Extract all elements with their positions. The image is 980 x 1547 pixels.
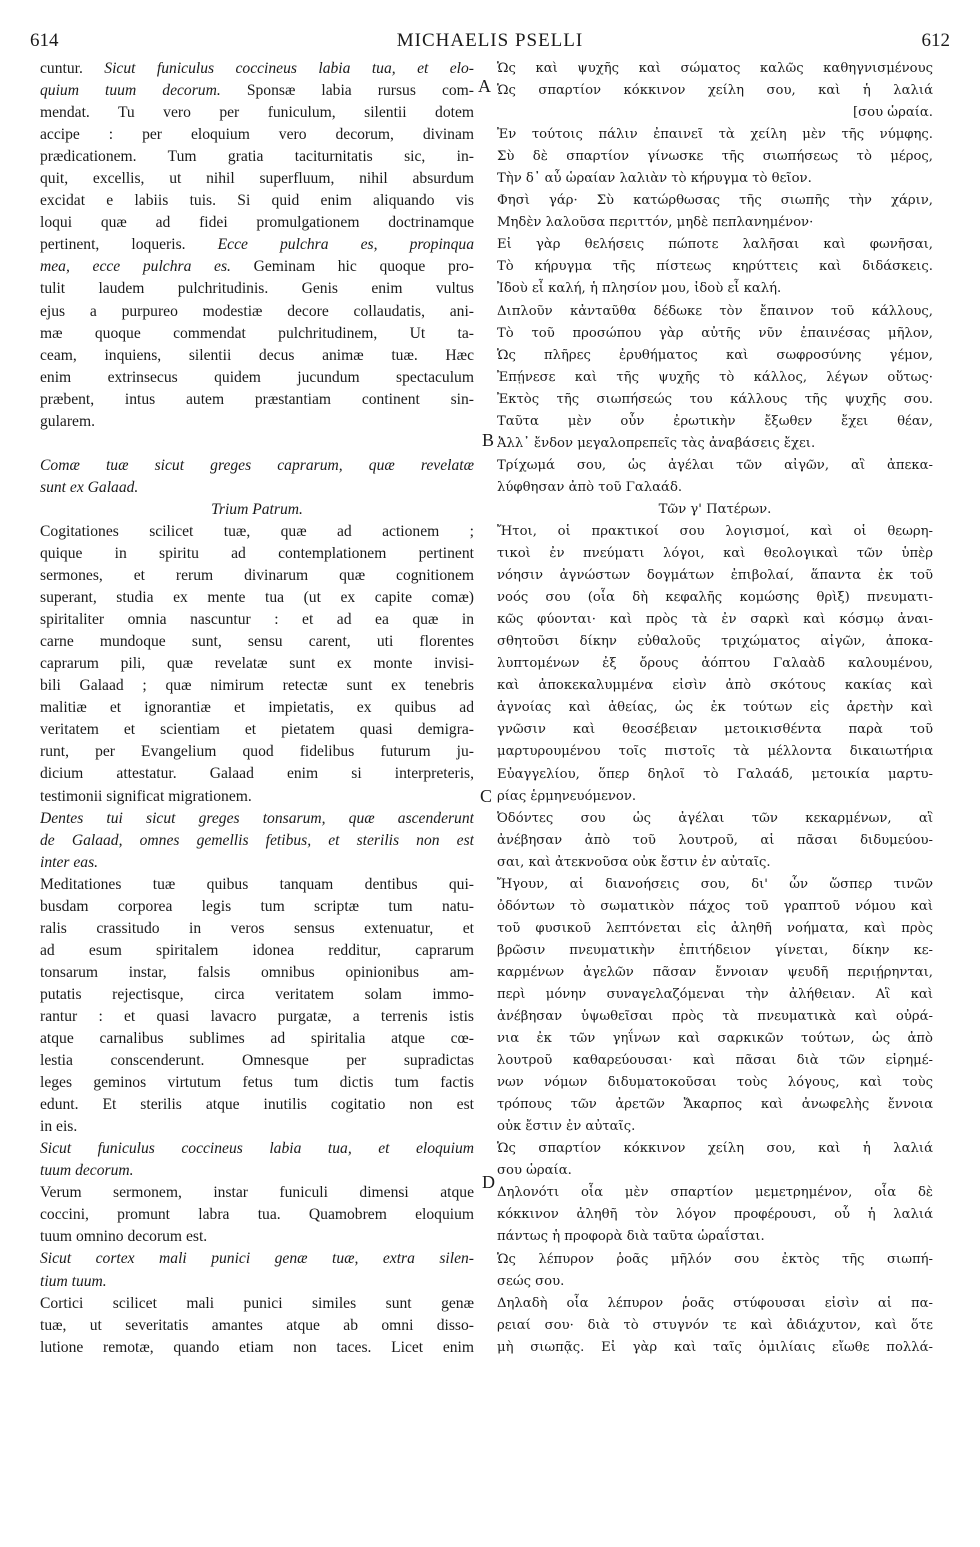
latin-text: quit, excellis, ut nihil superfluum, nihil absurdum [40,170,474,188]
greek-text: Ἰδοὺ εἶ καλή, ἡ πλησίον μου, ἰδοὺ εἶ καλή. [497,281,782,297]
latin-gap [40,433,474,455]
greek-text: νια ἐκ τῶν γηΐνων καὶ σαρκικῶν τούτων, ὡς ἀπὸ [497,1031,933,1047]
greek-text: Τὸ κήρυγμα τῆς πίστεως κηρύττεις καὶ διδάσκεις. [497,259,933,275]
greek-line [497,455,933,477]
latin-text: lutione remotæ, quando etiam non taces. Licet enim [40,1338,474,1356]
greek-text: καὶ ἀποκεκαλυμμένα εἰσὶν ἀπὸ σκότους κακίας καὶ [497,678,933,694]
latin-text: ejus a purpureo modestiæ decore collaudatis, ani- [40,302,474,320]
greek-text: ὀδόντων τὸ σωματικὸν πάχος τοῦ γραπτοῦ νόμου καὶ [497,898,933,914]
latin-text: testimonii significat migrationem. [40,787,252,805]
latin-text: quique in spiritu ad contemplationem pertinent [40,544,474,562]
greek-line [497,1204,933,1226]
latin-italic-text: Sicut funiculus coccineus labia tua, et elo- [104,60,474,77]
greek-line [497,433,933,455]
greek-line [497,499,933,521]
latin-line [40,1315,474,1337]
latin-text: Cogitationes scilicet tuæ, quæ ad actionem ; [40,522,474,540]
latin-line [40,124,474,146]
latin-line [40,741,474,763]
latin-italic-text: de Galaad, omnes gemellis fetibus, et sterilis non est [40,831,474,849]
greek-text: σου ὡραία. [497,1163,572,1179]
greek-line [497,301,933,323]
latin-italic-text: Ecce pulchra es, propinqua [217,236,474,254]
latin-line [40,102,474,124]
latin-text: bili Galaad ; quæ nimirum retectæ sunt ex tenebris [40,677,474,695]
section-marker-b: B [482,430,495,450]
latin-text: dicium attestatur. Galaad enim si interpreteris, [40,765,474,783]
latin-text: tulit laudem pulchritudinis. Genis enim vultus [40,280,474,298]
latin-italic-text: Sicut cortex mali punici genæ tuæ, extra silen- [40,1250,474,1268]
greek-column [497,58,933,1359]
greek-text: λύφθησαν ἀπὸ τοῦ Γαλαάδ. [497,479,683,495]
greek-text: κῶς φύονται· καὶ πρὸς τὰ ἐν σαρκὶ καὶ κόσμῳ ἀναι- [497,612,933,628]
latin-line [40,499,474,521]
latin-text: ralis crassitudo in veros sensus extenuatur, et [40,919,474,937]
latin-text: putatis rejectisque, circa veritatem solam immo- [40,985,474,1003]
latin-text: busdam corporea legis tum scriptæ tum natu- [40,897,474,915]
latin-line [40,1204,474,1226]
greek-line [497,830,933,852]
greek-text: Ἐν τούτοις πάλιν ἐπαινεῖ τὰ χείλη μὲν τῆς νύμφης. [497,127,933,143]
latin-line [40,1116,474,1138]
latin-line [40,565,474,587]
greek-line [497,940,933,962]
latin-line [40,940,474,962]
greek-line [497,1315,933,1337]
latin-line [40,918,474,940]
latin-line [40,301,474,323]
latin-line [40,631,474,653]
greek-text: Ἐπῄνεσε καὶ τῆς ψυχῆς τὸ κάλλος, λέγων οὕτως· [497,369,933,385]
greek-line [497,631,933,653]
greek-line [497,896,933,918]
greek-line [497,212,933,234]
latin-italic-text: Trium Patrum. [211,500,303,518]
latin-line [40,212,474,234]
latin-italic-text: Dentes tui sicut greges tonsarum, quæ ascenderunt [40,809,474,827]
latin-text: atque carnalibus sublimes ad spiritalia atque cœ- [40,1030,474,1048]
latin-text: caprarum pili, quæ revelatæ sunt ex monte invisi- [40,655,474,673]
latin-text: tonsarum instar, falsis omnibus opinionibus am- [40,963,474,981]
latin-text: enim extrinsecus quidem jucundum spectaculum [40,368,474,386]
greek-text: Διπλοῦν κἀνταῦθα δέδωκε τὸν ἔπαινον τοῦ κάλλους, [497,303,933,319]
greek-text: μαρτυρουμένου τοῖς πιστοῖς τὰ μέλλοντα δικαιωτήρια [497,744,933,760]
latin-line [40,543,474,565]
greek-text: γνῶσιν καὶ θεοσέβειαν μετοικισθέντα παρὰ τοῦ [497,722,933,738]
latin-text: tuum omnino decorum est. [40,1228,208,1246]
latin-line [40,1050,474,1072]
latin-text: prædicationem. Tum gratia taciturnitatis sic, in- [40,148,474,166]
greek-line [497,741,933,763]
greek-line [497,609,933,631]
section-marker-a: A [478,76,491,96]
latin-line [40,786,474,808]
latin-text: coccini, promunt labra tua. Quamobrem eloquium [40,1206,474,1224]
greek-text: Εἰ γὰρ θελήσεις πώποτε λαλῆσαι καὶ φωνῆσαι, [497,237,933,253]
latin-text: mæ quoque commendat pulchritudinem, Ut ta- [40,324,474,342]
greek-text: Ἤγουν, αἱ διανοήσεις σου, δι' ὧν ὥσπερ τινῶν [497,876,933,892]
greek-line [497,918,933,940]
latin-line [40,256,474,278]
latin-line [40,1072,474,1094]
latin-text: præbent, intus autem præstantiam continent sin- [40,390,474,408]
latin-text: pertinent, loqueris. [40,236,218,254]
latin-column [40,58,474,1359]
greek-line [497,389,933,411]
greek-text: βρῶσιν πνευματικὴν ἐπιτήδειον γίνεται, δίκην κε- [497,942,933,958]
greek-text: Δηλονότι οἷα μὲν σπαρτίον μεμετρημένον, οἷα δὲ [497,1185,933,1201]
page-header [30,30,950,56]
latin-text: mendat. Tu vero per funiculum, silentii dotem [40,104,474,122]
greek-text: ἀνέβησαν ὑψωθεῖσαι πρὸς τὰ πνευματικὰ καὶ οὐρά- [497,1009,933,1025]
greek-text: Ὡς καὶ ψυχῆς καὶ σώματος καλῶς καθηγνισμένους [497,61,933,76]
latin-line [40,675,474,697]
latin-line [40,278,474,300]
greek-line [497,764,933,786]
latin-text: malitiæ et ignorantiæ et impietatis, ex quibus ad [40,699,474,717]
greek-line [497,278,933,300]
greek-line [497,124,933,146]
latin-line [40,852,474,874]
latin-text: cuntur. [40,60,105,77]
latin-line [40,1006,474,1028]
latin-line [40,763,474,785]
latin-text: loqui quæ ad fidei promulgationem doctrinamque [40,214,474,232]
greek-line [497,808,933,830]
latin-italic-text: tuum decorum. [40,1162,134,1180]
greek-text: Ὀδόντες σου ὡς ἀγέλαι τῶν κεκαρμένων, αἳ [497,810,933,826]
latin-line [40,697,474,719]
greek-text: [σου ὡραία. [853,105,933,121]
greek-text: πάντως ἡ προφορὰ διὰ ταῦτα ὡραΐσται. [497,1229,765,1245]
latin-line [40,80,474,102]
greek-text: σαι, καὶ ἀτεκνοῦσα οὐκ ἔστιν ἐν αὐταῖς. [497,854,771,870]
latin-line [40,830,474,852]
greek-text: Σὺ δὲ σπαρτίον γίνωσκε τῆς σιωπήσεως τὸ μέρος, [497,149,933,165]
latin-text: spiritaliter omnia nascuntur : et ad ea quæ in [40,611,474,629]
latin-line [40,367,474,389]
latin-text: Cortici scilicet mali punici similes sunt genæ [40,1294,474,1312]
greek-line [497,719,933,741]
latin-italic-text: sunt ex Galaad. [40,478,139,496]
latin-line [40,323,474,345]
latin-text: leges geminos virtutum fetus tum dictis tum factis [40,1074,474,1092]
greek-text: Δηλαδὴ οἷα λέπυρον ῥοᾶς στύφουσαι εἰσὶν αἱ πα- [497,1295,933,1311]
latin-text: edunt. Et sterilis atque inutilis cogitatio non est [40,1096,474,1114]
greek-line [497,852,933,874]
latin-line [40,1248,474,1270]
greek-text: Τῶν γ' Πατέρων. [658,501,772,517]
greek-line [497,168,933,190]
latin-italic-text: inter eas. [40,853,99,871]
latin-text: rantur : et quasi lavacro purgatæ, a terrenis istis [40,1007,474,1025]
greek-line [497,1028,933,1050]
greek-text: καρμένων ἀγελῶν πᾶσαν ἔννοιαν ψευδῆ περιῄρηνται, [497,964,933,980]
greek-text: Ἀλλ᾽ ἔνδον μεγαλοπρεπεῖς τὰς ἀναβάσεις ἔχει. [497,435,816,451]
greek-line [497,1116,933,1138]
greek-text: λουτροῦ καθαρεύουσαι· καὶ πᾶσαι διὰ τῶν εἰρημέ- [497,1053,933,1069]
greek-line [497,1072,933,1094]
greek-line [497,58,933,80]
page-number-right: 612 [921,30,950,51]
greek-line [497,1226,933,1248]
latin-text: veritatem et scientiam et pietatem quasi demigra- [40,721,474,739]
latin-italic-text: Comæ tuæ sicut greges caprarum, quæ revelatæ [40,456,474,474]
greek-line [497,1006,933,1028]
greek-text: τρόπους τῶν ἀρετῶν Ἄκαρπος καὶ ἀνωφελὴς ἔννοια [497,1097,933,1113]
latin-line [40,984,474,1006]
greek-text: Ταῦτα μὲν οὖν ἐρωτικὴν ἔξωθεν ἔχει θέαν, [497,413,933,429]
latin-line [40,455,474,477]
greek-text: σθητοῦσι δίκην εὐθαλοῦς τριχώματος αἰγῶν, ἀποκα- [497,634,933,650]
greek-text: ρειαί σου· διὰ τὸ στυγνόν τε καὶ ἀδιάχυτον, καὶ ὅτε [497,1317,933,1333]
greek-line [497,345,933,367]
latin-line [40,1293,474,1315]
latin-line [40,719,474,741]
greek-text: τικοὶ ἐν πνεύματι λόγοι, καὶ θεολογικαὶ τῶν ὑπὲρ [497,546,933,562]
latin-italic-text: mea, ecce pulchra es. [40,258,231,276]
latin-line [40,1182,474,1204]
latin-line [40,477,474,499]
latin-text: carne mundoque sunt, sensu carent, uti florentes [40,633,474,651]
greek-text: ἀγνοίας καὶ ἀθείας, ὡς ἐκ τούτων εἰς ἀρετὴν καὶ [497,700,933,716]
latin-text: runt, per Evangelium quod fidelibus futurum ju- [40,743,474,761]
greek-line [497,675,933,697]
latin-line [40,234,474,256]
greek-text: νοός σου (οἷα δὴ κεφαλῆς κομώσης θρὶξ) πνευματι- [497,590,933,606]
greek-text: Φησὶ γάρ· Σὺ κατώρθωσας τῆς σιωπῆς τὴν χάριν, [497,193,933,209]
latin-text: sermones, et rerum divinarum quæ cognitionem [40,567,474,585]
greek-text: οὐκ ἔστιν ἐν αὐταῖς. [497,1119,636,1135]
greek-text: Ἐκτὸς τῆς σιωπήσεώς του κάλλους τῆς ψυχῆς σου. [497,391,933,407]
greek-text: λυπτομένων ἐξ ὄρους ἀόπτου Γαλαὰδ καλουμένου, [497,656,933,672]
greek-line [497,256,933,278]
greek-line [497,543,933,565]
greek-text: σεώς σου. [497,1273,565,1289]
greek-line [497,411,933,433]
latin-line [40,962,474,984]
latin-line [40,411,474,433]
greek-line [497,102,933,124]
latin-line [40,1337,474,1359]
greek-line [497,367,933,389]
latin-line [40,609,474,631]
greek-line [497,697,933,719]
latin-line [40,190,474,212]
greek-text: Τρίχωμά σου, ὡς ἀγέλαι τῶν αἰγῶν, αἳ ἀπεκα- [497,457,933,473]
greek-text: νων νόμων διδυματοκοῦσαι τοὺς λόγους, καὶ τοὺς [497,1075,933,1091]
greek-line [497,1337,933,1359]
greek-line [497,477,933,499]
greek-line [497,565,933,587]
latin-line [40,146,474,168]
latin-text: Geminam hic quoque pro- [230,258,474,276]
latin-text: Meditationes tuæ quibus tanquam dentibus qui- [40,875,474,893]
greek-line [497,1050,933,1072]
latin-text: in eis. [40,1118,78,1136]
latin-line [40,1226,474,1248]
latin-line [40,1271,474,1293]
latin-line [40,58,474,80]
greek-line [497,1271,933,1293]
greek-text: Ὡς σπαρτίον κόκκινον χείλη σου, καὶ ἡ λαλιά [497,1141,933,1157]
greek-line [497,786,933,808]
latin-text: excidat e labiis tuis. Si quid enim aliquando vis [40,192,474,210]
latin-line [40,1160,474,1182]
greek-line [497,323,933,345]
greek-text: μὴ σιωπᾷς. Εἰ γὰρ καὶ ταῖς ὁμιλίαις εἴωθε πολλά- [497,1339,933,1355]
greek-line [497,1293,933,1315]
greek-text: νόησιν ἀγνώστων δογμάτων ἐπιβολαί, ἅπαντα ἐκ τοῦ [497,568,933,584]
greek-line [497,1249,933,1271]
greek-line [497,234,933,256]
latin-line [40,1028,474,1050]
greek-text: τοῦ φυσικοῦ λεπτόνεται εἰς ἀληθῆ νοήματα, καὶ πρὸς [497,920,933,936]
latin-text: ad esum spiritalem idonea redditur, caprarum [40,941,474,959]
greek-line [497,653,933,675]
greek-line [497,80,933,102]
latin-line [40,1138,474,1160]
latin-italic-text: tium tuum. [40,1272,107,1290]
greek-text: Ὡς λέπυρον ῥοᾶς μῆλόν σου ἐκτὸς τῆς σιωπή- [497,1251,933,1267]
greek-text: κόκκινον ἀληθῆ τὸν λόγον προφέρουσι, οὗ ἡ λαλιά [497,1207,933,1223]
greek-line [497,984,933,1006]
greek-text: Εὐαγγελίου, ὅπερ δηλοῖ τὸ Γαλαάδ, μετοικία μαρτυ- [497,766,933,782]
latin-text: superant, studia ex mente tua (ut ex capite comæ) [40,589,474,607]
greek-text: ἀνέβησαν ἀπὸ τοῦ λουτροῦ, αἱ πᾶσαι διδυμεύου- [497,832,933,848]
latin-italic-text: Sicut funiculus coccineus labia tua, et eloquium [40,1140,474,1158]
greek-line [497,146,933,168]
greek-line [497,874,933,896]
greek-line [497,587,933,609]
section-marker-d: D [482,1172,495,1192]
latin-text: tuæ, ut severitatis amantes atque ab omni disso- [40,1316,474,1334]
latin-text: accipe : per eloquium vero decorum, divinam [40,126,474,144]
greek-line [497,521,933,543]
latin-line [40,896,474,918]
latin-line [40,587,474,609]
greek-text: Μηδὲν λαλοῦσα περιττόν, μηδὲ πεπλανημένον· [497,215,814,231]
latin-text: gularem. [40,412,95,430]
greek-text: Ἤτοι, οἱ πρακτικοί σου λογισμοί, καὶ οἱ θεωρη- [497,523,933,539]
latin-line [40,808,474,830]
greek-line [497,1182,933,1204]
greek-text: περὶ μόνην συναγελαζόμεναι τὴν ἀλήθειαν. Αἳ καὶ [497,986,933,1002]
page-number-left: 614 [30,30,59,51]
greek-text: Τὸ τοῦ προσώπου γὰρ αὐτῆς νῦν ἐπαινέσας μῆλον, [497,325,933,341]
running-title: MICHAELIS PSELLI [396,30,584,51]
greek-line [497,1160,933,1182]
latin-line [40,389,474,411]
greek-line [497,1138,933,1160]
greek-line [497,962,933,984]
latin-line [40,874,474,896]
latin-line [40,345,474,367]
latin-line [40,521,474,543]
greek-text: Ὡς πλῆρες ἐρυθήματος καὶ σωφροσύνης γέμον, [497,347,933,363]
latin-line [40,653,474,675]
greek-line [497,190,933,212]
latin-text: lestia conscenderunt. Omnesque per supradictas [40,1052,474,1070]
latin-text: ceam, inquiens, silentii decus animæ tuæ. Hæc [40,346,474,364]
greek-text: Ὡς σπαρτίον κόκκινον χείλη σου, καὶ ἡ λαλιά [497,83,933,99]
greek-text: Τὴν δ᾽ αὖ ὡραίαν λαλιὰν τὸ κήρυγμα τὸ θεῖον. [497,171,812,187]
latin-line [40,1094,474,1116]
latin-text: Verum sermonem, instar funiculi dimensi atque [40,1184,474,1202]
latin-italic-text: quium tuum decorum. [40,82,221,100]
latin-line [40,168,474,190]
greek-text: ρίας ἑρμηνευόμενον. [497,788,637,804]
latin-text: Sponsæ labia rursus com- [220,82,474,100]
section-marker-c: C [480,786,493,806]
greek-line [497,1094,933,1116]
